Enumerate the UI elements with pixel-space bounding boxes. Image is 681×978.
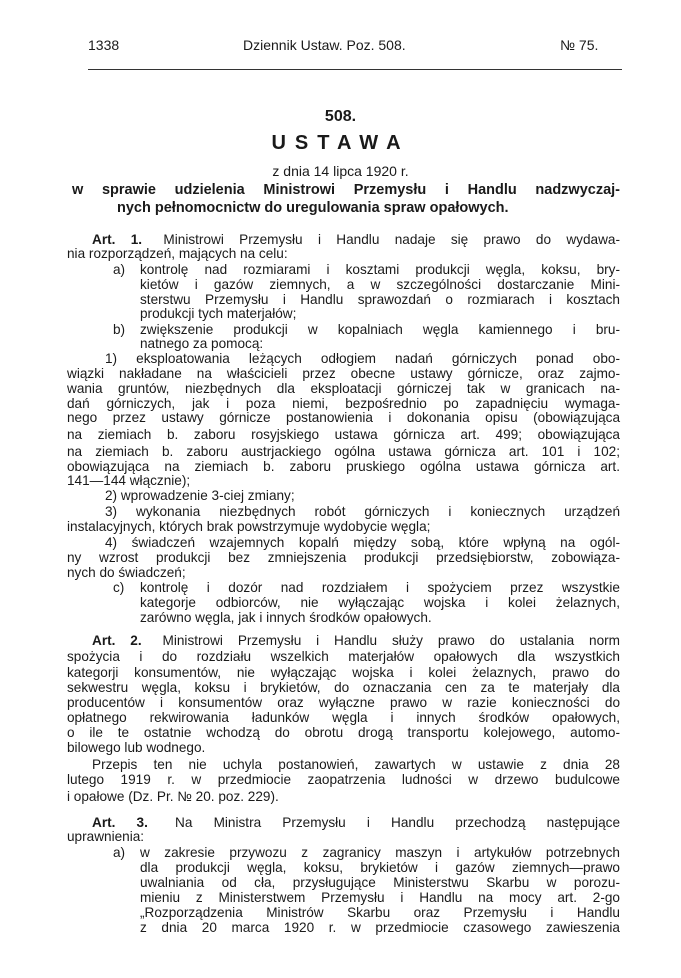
text-line [105, 488, 295, 504]
act-type: USTAWA [271, 132, 410, 154]
text-line [140, 875, 620, 891]
line-text: i opałowe (Dz. Pr. № 20. poz. 229). [67, 789, 279, 804]
text-line [67, 381, 620, 397]
text-line [67, 444, 620, 460]
text-line [67, 410, 620, 426]
text-line [140, 595, 620, 611]
list-marker: c) [113, 580, 125, 595]
line-text: Przepis ten nie uchyla postanowień, zawartych w ustawie z dnia 28 [92, 757, 620, 772]
list-marker: a) [113, 845, 126, 860]
text-line [67, 710, 620, 726]
text-line [67, 665, 620, 681]
line-text: sekwestru węgla, koksu i brykietów, do oznaczania cen za te materjały dla [67, 680, 620, 695]
line-text: kontrolę i dozór nad rozdziałem i spożyciem przez wszystkie [140, 580, 620, 595]
line-text: kontrolę nad rozmiarami i kosztami produkcji węgla, koksu, bry- [140, 262, 620, 277]
line-text: kategorje odbiorców, nie wyłączając wojska i kolei żelaznych, [140, 595, 620, 610]
line-text: 3) wykonania niezbędnych robót górniczych i koniecznych urządzeń [105, 504, 620, 519]
line-text: sterstwu Przemysłu i Handlu sprawozdań o rozmiarach i kosztach [140, 292, 620, 307]
text-line [140, 306, 296, 322]
line-text: uwalniania od cła, przysługujące Ministerstwu Skarbu w porozu- [140, 875, 620, 890]
text-line [105, 351, 620, 367]
act-date: z dnia 14 lipca 1920 r. [272, 163, 409, 179]
line-text: nia rozporządzeń, mających na celu: [67, 246, 288, 261]
line-text: na ziemiach b. zaboru austrjackiego ogólna ustawa górnicza art. 101 i 102; [67, 444, 620, 459]
line-text: z dnia 20 marca 1920 r. w przedmiocie czasowego zawieszenia [140, 920, 620, 935]
line-text: 4) świadczeń wzajemnych kopalń między sobą, które wpłyną na ogól- [105, 535, 620, 550]
line-text: zarówno węgla, jak i innych środków opałowych. [140, 610, 432, 625]
text-line [67, 473, 190, 489]
text-line [67, 829, 144, 845]
text-line [67, 680, 620, 696]
act-title-line-2: nych pełnomocnictw do uregulowania spraw opałowych. [117, 200, 509, 216]
line-text: Ministrowi Przemysłu i Handlu służy prawo do ustalania norm [162, 633, 620, 648]
line-text: opłatnego rekwirowania ładunków węgla i innych środków opałowych, [67, 710, 620, 725]
line-text: na ziemiach b. zaboru rosyjskiego ustawa górnicza art. 499; obowiązująca [67, 427, 620, 442]
text-line [113, 262, 620, 278]
text-line [105, 504, 620, 520]
line-text: Ministrowi Przemysłu i Handlu nadaje się prawo do wydawa- [163, 232, 620, 247]
text-line [67, 565, 186, 581]
text-line [140, 860, 620, 876]
page-number: 1338 [88, 37, 120, 53]
text-line [140, 920, 620, 936]
header-rule [88, 69, 622, 70]
text-line [140, 277, 620, 293]
text-line [67, 519, 430, 535]
line-text: kietów i gazów ziemnych, a w szczególności dostarczanie Mini- [140, 277, 620, 292]
text-line [140, 610, 432, 626]
line-text: o ile te ostatnie wchodzą do obrotu drogą transportu kolejowego, automo- [67, 725, 620, 740]
journal-title: Dziennik Ustaw. Poz. 508. [243, 37, 406, 53]
text-line [92, 815, 620, 831]
line-text: Na Ministra Przemysłu i Handlu przechodzą następujące [175, 815, 620, 830]
line-text: 1) eksploatowania leżących odłogiem nadań górniczych ponad obo- [105, 351, 620, 366]
text-line [140, 336, 263, 352]
text-line [140, 905, 620, 921]
text-line [67, 366, 620, 382]
line-text: bilowego lub wodnego. [67, 740, 206, 755]
line-text: obowiązująca na ziemiach b. zaboru pruskiego ogólna ustawa górnicza art. [67, 459, 620, 474]
list-marker: b) [113, 322, 126, 337]
line-text: natnego za pomocą: [140, 336, 264, 351]
line-text: ny wzrost produkcji bez zmniejszenia produkcji przedsiębiorstw, zobowiąza- [67, 550, 620, 565]
line-text: 141—144 włącznie); [67, 473, 191, 488]
text-line [67, 725, 620, 741]
line-text: nego przez ustawy górnicze postanowienia i dokonania opisu (obowiązująca [67, 410, 620, 425]
line-text: producentów i konsumentów oraz wyłączne prawo w razie konieczności do [67, 695, 620, 710]
text-line [92, 633, 620, 649]
line-text: 2) wprowadzenie 3-ciej zmiany; [105, 488, 295, 503]
list-marker: a) [113, 262, 126, 277]
text-line [105, 535, 620, 551]
line-text: wania gruntów, niezbędnych dla eksploatacji górniczej tak w granicach na- [67, 381, 620, 396]
line-text: wiązki nakładane na właścicieli przez obecne ustawy górnicze, oraz zajmo- [67, 366, 620, 381]
text-line [92, 757, 620, 773]
line-text: instalacyjnych, których brak powstrzymuje wydobycie węgla; [67, 519, 431, 534]
text-line [67, 740, 205, 756]
line-text: uprawnienia: [67, 829, 145, 844]
text-line [67, 649, 620, 665]
line-text: zwiększenie produkcji w kopalniach węgla kamiennego i bru- [140, 322, 620, 337]
text-line [113, 580, 620, 596]
line-text: kategorji konsumentów, nie wyłączając wojska i kolei żelaznych, prawo do [67, 665, 620, 680]
text-line [140, 890, 620, 906]
text-line [67, 772, 620, 788]
text-line [113, 845, 620, 861]
line-text: mieniu z Ministerstwem Przemysłu i Handlu na mocy art. 2-go [140, 890, 620, 905]
text-line [67, 246, 288, 262]
article-label: Art. 1. [92, 232, 143, 247]
line-text: lutego 1919 r. w przedmiocie zaopatrzenia ludności w drzewo budulcowe [67, 772, 620, 787]
line-text: w zakresie przywozu z zagranicy maszyn i artykułów potrzebnych [140, 845, 620, 860]
text-line [67, 550, 620, 566]
article-label: Art. 3. [92, 815, 148, 830]
article-label: Art. 2. [92, 633, 142, 648]
line-text: dla produkcji węgla, koksu, brykietów i gazów ziemnych—prawo [140, 860, 620, 875]
line-text: dań górniczych, jak i poza niemi, bezpośrednio po zapadnięciu wymaga- [67, 396, 620, 411]
text-line [67, 695, 620, 711]
line-text: „Rozporządzenia Ministrów Skarbu oraz Przemysłu i Handlu [140, 905, 620, 920]
line-text: produkcji tych materjałów; [140, 306, 297, 321]
issue-number: № 75. [560, 37, 599, 53]
text-line [67, 427, 620, 443]
text-line [67, 789, 279, 805]
line-text: nych do świadczeń; [67, 565, 186, 580]
act-title-line-1: w sprawie udzielenia Ministrowi Przemysłu i Handlu nadzwyczaj- [72, 182, 620, 198]
line-text: spożycia i do rozdziału wszelkich materjałów opałowych dla wszystkich [67, 649, 620, 664]
act-number: 508. [324, 108, 357, 125]
